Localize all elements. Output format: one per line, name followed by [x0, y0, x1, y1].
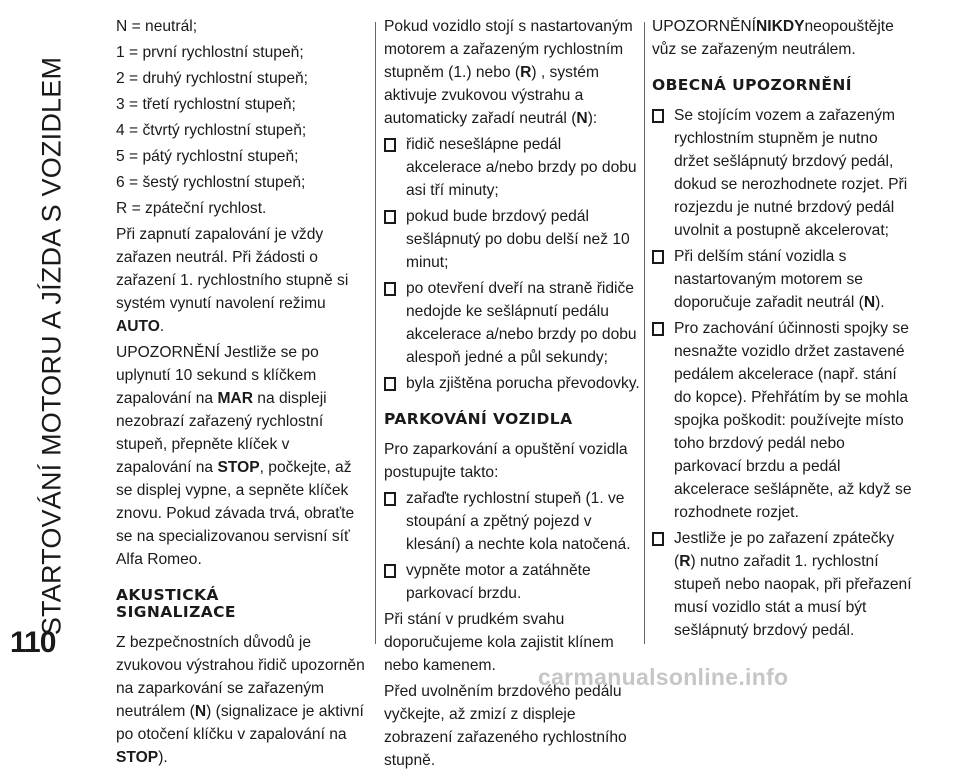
gear-line: 1 = první rychlostní stupeň;	[116, 44, 304, 61]
checkbox-bullet-icon	[652, 532, 664, 546]
paragraph: Pro zaparkování a opuštění vozidla postupujte takto:	[384, 441, 628, 481]
gear-line: 6 = šestý rychlostní stupeň;	[116, 174, 306, 191]
text: Jestliže je po zařazení zpátečky (	[674, 530, 895, 570]
list-item	[652, 245, 914, 314]
bold-term: STOP	[217, 459, 260, 476]
list-item	[384, 205, 640, 274]
text: ).	[158, 749, 168, 766]
paragraph-neutral	[384, 15, 640, 130]
column-divider	[375, 22, 376, 644]
bold-term: N	[863, 294, 876, 311]
text: Z bezpečnostních důvodů je zvukovou výstrahou řidič upozorněn na zaparkování se zařazeným neutrálem (	[116, 634, 365, 720]
text: ):	[587, 110, 598, 127]
list-item	[384, 559, 640, 605]
column-3	[652, 15, 914, 645]
bold-term: MAR	[217, 390, 253, 407]
gear-line: 5 = pátý rychlostní stupeň;	[116, 148, 299, 165]
checkbox-bullet-icon	[384, 564, 396, 578]
text: UPOZORNĚNÍ Jestliže se po uplynutí 10 sekund s klíčkem zapalování na	[116, 344, 319, 407]
column-divider	[644, 22, 645, 644]
text: , počkejte, až se displej vypne, a sepněte klíček znovu. Pokud závada trvá, obraťte se na specializovanou servisní síť Alfa Romeo.	[116, 459, 355, 568]
list-item-text: řidič nesešlápne pedál akcelerace a/nebo brzdy po dobu asi tří minuty;	[406, 136, 637, 199]
chapter-side-title: STARTOVÁNÍ MOTORU A JÍZDA S VOZIDLEM	[36, 56, 67, 636]
list-item-text: po otevření dveří na straně řidiče nedojde ke sešlápnutí pedálu akcelerace a/nebo brzdy po dobu alespoň jedné a půl sekundy;	[406, 280, 637, 366]
gear-line: 4 = čtvrtý rychlostní stupeň;	[116, 122, 307, 139]
bold-term: NIKDY	[755, 18, 805, 35]
watermark-footer: carmanualsonline.info	[538, 664, 789, 686]
page-number: 110	[10, 626, 56, 659]
gear-line: 2 = druhý rychlostní stupeň;	[116, 70, 308, 87]
text: ) , systém aktivuje zvukovou výstrahu a automaticky zařadí neutrál (	[384, 64, 599, 127]
text: .	[159, 318, 165, 335]
text: ).	[875, 294, 885, 311]
list-item	[384, 277, 640, 369]
paragraph: Při stání v prudkém svahu doporučujeme kola zajistit klínem nebo kamenem.	[384, 611, 614, 674]
bold-term: R	[520, 64, 532, 81]
checkbox-bullet-icon	[652, 250, 664, 264]
list-item-text: byla zjištěna porucha převodovky.	[406, 375, 640, 392]
paragraph: Před uvolněním brzdového pedálu vyčkejte, až zmizí z displeje zobrazení zařazeného rychlostního stupně.	[384, 683, 627, 769]
list-item-text: Se stojícím vozem a zařazeným rychlostním stupněm je nutno držet sešlápnutý brzdový pedál, dokud se nerozhodnete rozjet. Při rozjezdu je nutné brzdový pedál uvolnit a postupně akcelerovat;	[674, 107, 908, 239]
checkbox-bullet-icon	[384, 377, 396, 391]
checkbox-bullet-icon	[652, 322, 664, 336]
column-2	[384, 15, 640, 775]
text: UPOZORNĚNÍ	[652, 18, 756, 35]
paragraph-warning	[652, 15, 914, 61]
text: ) (signalizace je aktivní po otočení klíčku v zapalování na	[116, 703, 364, 743]
list-item-text: vypněte motor a zatáhněte parkovací brzdu.	[406, 562, 591, 602]
bold-term: STOP	[116, 749, 159, 766]
list-item	[384, 487, 640, 556]
paragraph-signal	[116, 631, 368, 769]
list-item	[652, 317, 914, 524]
paragraph-auto-mode	[116, 223, 368, 338]
list-item-text: pokud bude brzdový pedál sešlápnutý po dobu delší než 10 minut;	[406, 208, 630, 271]
list-item-text: zařaďte rychlostní stupeň (1. ve stoupání a zpětný pojezd v klesání) a nechte kola natočená.	[406, 490, 631, 553]
text: Při delším stání vozidla s nastartovaným motorem se doporučuje zařadit neutrál (	[674, 248, 864, 311]
checkbox-bullet-icon	[384, 492, 396, 506]
section-heading: OBECNÁ UPOZORNĚNÍ	[652, 76, 852, 94]
gear-line: R = zpáteční rychlost.	[116, 200, 267, 217]
text: na displeji nezobrazí zařazený rychlostní stupeň, přepněte klíček v zapalování na	[116, 390, 327, 476]
bold-term: R	[679, 553, 691, 570]
gear-line: N = neutrál;	[116, 18, 198, 35]
bold-term: AUTO	[116, 318, 160, 335]
text: Pokud vozidlo stojí s nastartovaným motorem a zařazeným rychlostním stupněm (1.) nebo (	[384, 18, 633, 81]
text: neopouštějte vůz se zařazeným neutrálem.	[652, 18, 894, 58]
gear-line: 3 = třetí rychlostní stupeň;	[116, 96, 296, 113]
checkbox-bullet-icon	[384, 138, 396, 152]
list-item	[384, 372, 640, 395]
text: ) nutno zařadit 1. rychlostní stupeň nebo naopak, při přeřazení musí vozidlo stát a musí být sešlápnutý brzdový pedál.	[674, 553, 912, 639]
list-item	[652, 527, 914, 642]
paragraph-warning	[116, 341, 368, 571]
section-heading: PARKOVÁNÍ VOZIDLA	[384, 410, 573, 428]
section-heading	[116, 587, 368, 621]
checkbox-bullet-icon	[652, 109, 664, 123]
list-item	[652, 104, 914, 242]
bold-term: N	[576, 110, 588, 127]
checkbox-bullet-icon	[384, 210, 396, 224]
heading-line: AKUSTICKÁ	[116, 586, 219, 604]
list-item-text: Pro zachování účinnosti spojky se nesnažte vozidlo držet zastavené pedálem akcelerace (např. stání do kopce). Přehřátím by se mohla spojka poškodit: používejte místo toho brzdový pedál nebo parkovací brzdu a pedál akcelerace sešlápněte, až když se rozhodnete rozjet.	[674, 320, 912, 521]
bold-term: N	[194, 703, 207, 720]
list-item	[384, 133, 640, 202]
checkbox-bullet-icon	[384, 282, 396, 296]
column-1	[116, 15, 368, 772]
text: Při zapnutí zapalování je vždy zařazen neutrál. Při žádosti o zařazení 1. rychlostního stupně si systém vynutí navolení režimu	[116, 226, 349, 312]
heading-line: SIGNALIZACE	[116, 603, 236, 621]
